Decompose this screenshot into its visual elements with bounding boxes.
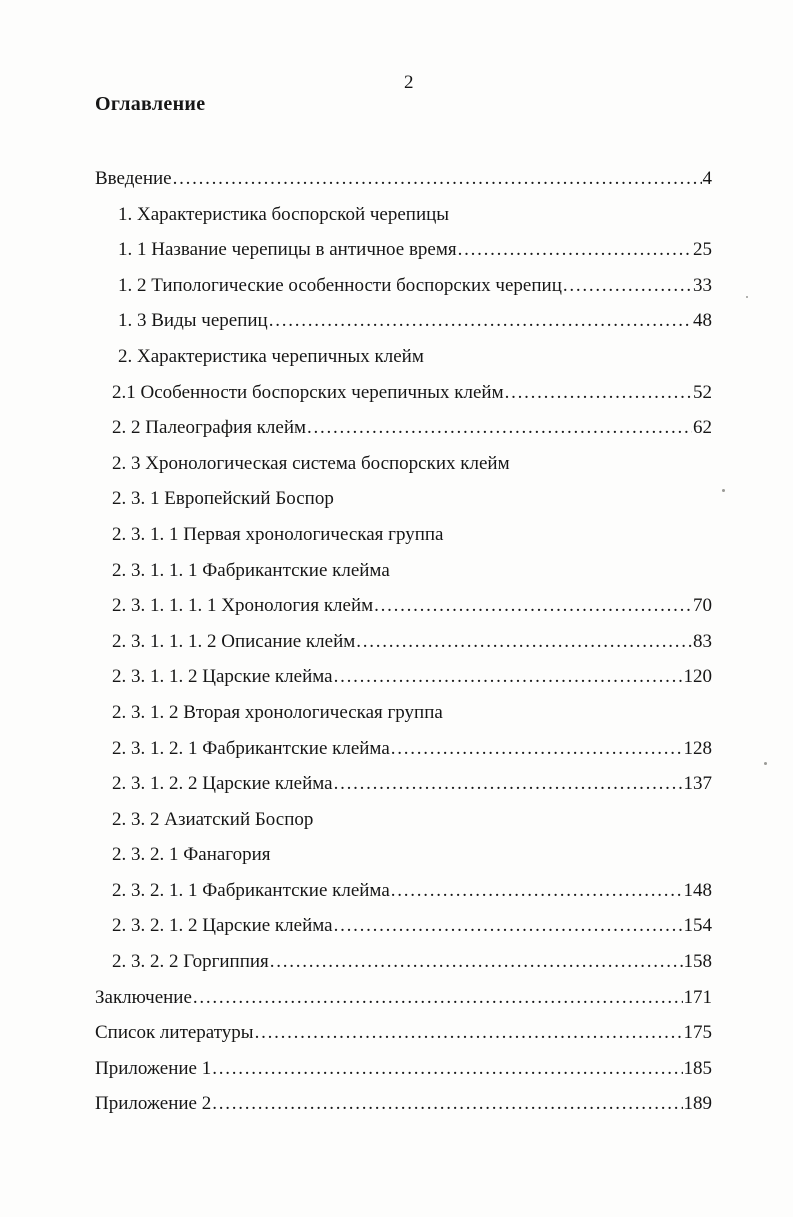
toc-entry bbox=[95, 738, 712, 774]
toc-content bbox=[95, 93, 712, 1129]
toc-entry-page: 148 bbox=[683, 879, 712, 901]
toc-entry bbox=[95, 382, 712, 418]
toc-entry bbox=[95, 417, 712, 453]
toc-entry-page: 171 bbox=[683, 986, 712, 1008]
toc-entry-label: Заключение bbox=[95, 986, 192, 1008]
toc-entry-label: 2. 3. 1. 1. 1. 2 Описание клейм bbox=[112, 630, 356, 652]
toc-entry-page: 128 bbox=[683, 737, 712, 759]
toc-entry-label: Введение bbox=[95, 168, 172, 189]
toc-entry-label: 2. 3. 1. 2 Вторая хронологическая группа bbox=[112, 701, 443, 723]
dot-leader bbox=[391, 880, 683, 902]
toc-entry bbox=[95, 1022, 712, 1058]
toc-entry bbox=[95, 809, 712, 845]
dot-leader bbox=[255, 1022, 683, 1044]
toc-entry bbox=[95, 666, 712, 702]
toc-entry-label: 2. 3 Хронологическая система боспорских клейм bbox=[112, 452, 510, 474]
dot-leader bbox=[270, 951, 683, 973]
toc-entry bbox=[95, 880, 712, 916]
dot-leader bbox=[269, 310, 692, 332]
scan-speck bbox=[746, 296, 748, 298]
toc-entry bbox=[95, 844, 712, 880]
toc-entry-page: 185 bbox=[683, 1057, 712, 1079]
toc-entry-label: 2. 3. 1. 2. 1 Фабрикантские клейма bbox=[112, 737, 390, 759]
toc-entry bbox=[95, 204, 712, 240]
scan-speck bbox=[764, 762, 767, 765]
toc-entry bbox=[95, 773, 712, 809]
toc-entry-label: 2. 3. 1. 1. 1. 1 Хронология клейм bbox=[112, 595, 374, 617]
toc-entry-label: 2. 3. 1. 2. 2 Царские клейма bbox=[112, 773, 333, 795]
toc-entry bbox=[95, 239, 712, 275]
dot-leader bbox=[212, 1093, 682, 1115]
toc-entry bbox=[95, 951, 712, 987]
toc-entry bbox=[95, 524, 712, 560]
toc-entry-page: 33 bbox=[693, 274, 712, 296]
toc-entry bbox=[95, 595, 712, 631]
toc-entry-label: Список литературы bbox=[95, 1022, 254, 1044]
toc-entry-label: 2. 3. 1. 1. 2 Царские клейма bbox=[112, 666, 333, 688]
toc-entry-label: 2. 3. 2. 1 Фанагория bbox=[112, 844, 271, 866]
toc-entry-label: 1. 1 Название черепицы в античное время bbox=[118, 239, 457, 261]
toc-entry-page: 120 bbox=[683, 666, 712, 688]
dot-leader bbox=[356, 631, 692, 653]
toc-entry bbox=[95, 915, 712, 951]
dot-leader bbox=[458, 239, 692, 261]
dot-leader bbox=[563, 275, 692, 297]
toc-entry-label: 2.1 Особенности боспорских черепичных клейм bbox=[112, 381, 504, 403]
toc-entry-page: 48 bbox=[693, 310, 712, 332]
toc-entry-page: 175 bbox=[683, 1022, 712, 1044]
toc-entry-page: 70 bbox=[693, 595, 712, 617]
toc-entry bbox=[95, 987, 712, 1023]
dot-leader bbox=[334, 773, 683, 795]
scan-speck bbox=[722, 489, 725, 492]
toc-entry-page: 189 bbox=[683, 1093, 712, 1115]
toc-entry bbox=[95, 346, 712, 382]
toc-entry bbox=[95, 275, 712, 311]
toc-entry-label: 1. 2 Типологические особенности боспорских черепиц bbox=[118, 274, 562, 296]
toc-entry-label: 1. Характеристика боспорской черепицы bbox=[118, 203, 450, 225]
dot-leader bbox=[212, 1058, 682, 1080]
toc-entry-label: 2. 3. 1. 1 Первая хронологическая группа bbox=[112, 523, 444, 545]
toc-entry bbox=[95, 453, 712, 489]
toc-heading: Оглавление bbox=[95, 93, 206, 115]
toc-entry-page: 52 bbox=[693, 381, 712, 403]
toc-entry-label: 2. 3. 2 Азиатский Боспор bbox=[112, 808, 314, 830]
table-of-contents bbox=[95, 168, 712, 1129]
toc-entry bbox=[95, 631, 712, 667]
toc-entry-page: 137 bbox=[683, 773, 712, 795]
toc-entry-label: 1. 3 Виды черепиц bbox=[118, 310, 268, 332]
toc-entry bbox=[95, 702, 712, 738]
toc-entry-page: 154 bbox=[683, 915, 712, 937]
toc-entry-label: Приложение 1 bbox=[95, 1057, 212, 1079]
toc-entry-page: 62 bbox=[693, 417, 712, 439]
toc-entry bbox=[95, 1093, 712, 1129]
toc-entry bbox=[95, 310, 712, 346]
toc-entry-label: 2. Характеристика черепичных клейм bbox=[118, 345, 424, 367]
toc-entry-label: 2. 3. 1. 1. 1 Фабрикантские клейма bbox=[112, 559, 390, 581]
dot-leader bbox=[374, 595, 692, 617]
toc-entry-label: 2. 3. 2. 1. 1 Фабрикантские клейма bbox=[112, 879, 390, 901]
dot-leader bbox=[505, 382, 692, 404]
toc-entry-page: 158 bbox=[683, 951, 712, 973]
toc-entry bbox=[95, 560, 712, 596]
toc-entry bbox=[95, 168, 712, 204]
dot-leader bbox=[193, 987, 683, 1009]
dot-leader bbox=[334, 666, 683, 688]
toc-entry-label: 2. 2 Палеография клейм bbox=[112, 417, 307, 439]
toc-entry bbox=[95, 1058, 712, 1094]
toc-entry-page: 25 bbox=[693, 239, 712, 261]
toc-entry-label: Приложение 2 bbox=[95, 1093, 212, 1115]
toc-entry-label: 2. 3. 1 Европейский Боспор bbox=[112, 488, 334, 510]
dot-leader bbox=[334, 915, 683, 937]
toc-entry-label: 2. 3. 2. 1. 2 Царские клейма bbox=[112, 915, 333, 937]
dot-leader bbox=[391, 738, 683, 760]
dot-leader bbox=[307, 417, 692, 439]
toc-entry-page: 83 bbox=[693, 630, 712, 652]
dot-leader bbox=[173, 168, 702, 190]
page-number: 2 bbox=[404, 72, 414, 93]
toc-entry-label: 2. 3. 2. 2 Горгиппия bbox=[112, 951, 269, 973]
toc-entry-page: 4 bbox=[702, 168, 712, 189]
toc-entry bbox=[95, 488, 712, 524]
